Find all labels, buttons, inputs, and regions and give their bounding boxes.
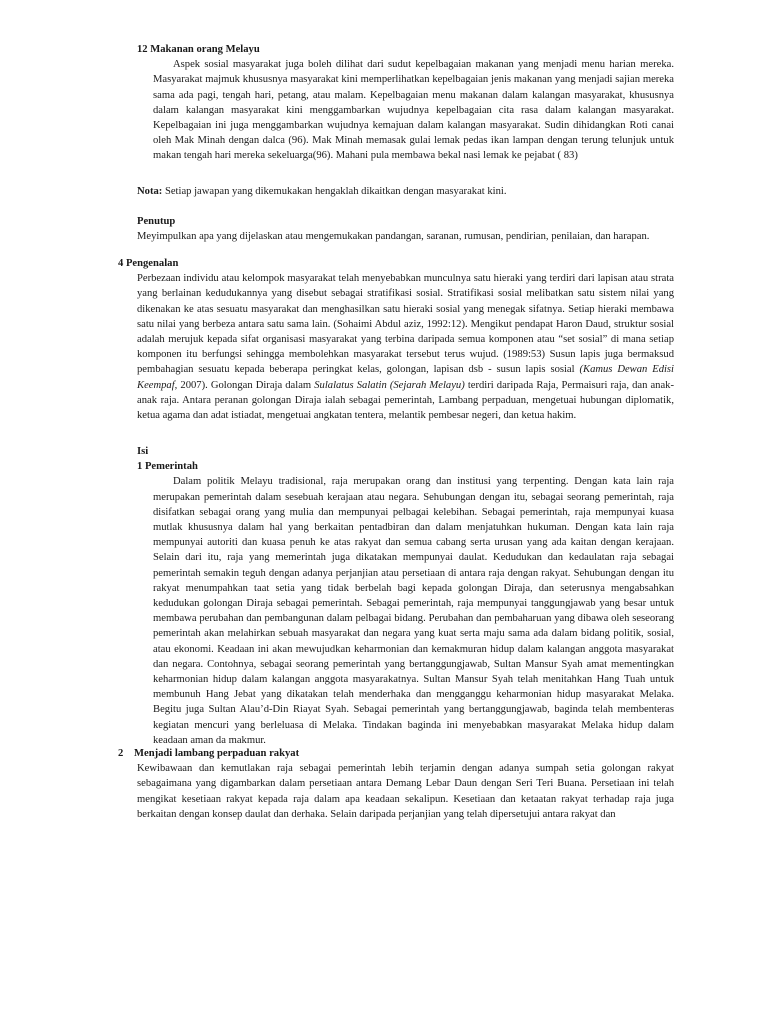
section-makanan [137,42,674,164]
pengenalan-text-c: terdiri daripada Raja, Permaisuri raja, dan anak-anak raja. Antara peranan golongan Diraja ialah sebagai pemerintah, Lambang perpaduan, mengetuai hubungan diplomatik, ketua agama dan adat istiadat, mengetuai angkatan tentera, melantik pembesar negeri, dan ketua hakim. [137,379,674,422]
pengenalan-block [118,256,674,423]
isi-heading: Isi [137,446,149,457]
nota-text: Setiap jawapan yang dikemukakan hengaklah dikaitkan dengan masyarakat kini. [162,186,507,197]
section-makanan-heading: 12 Makanan orang Melayu [137,44,260,55]
section-perpaduan [118,746,674,822]
pengenalan-text [118,271,674,423]
section-perpaduan-text: Kewibawaan dan kemutlakan raja sebagai pemerintah lebih terjamin dengan adanya sumpah setia golongan rakyat sebagaimana yang digambarkan dalam persetiaan antara Demang Lebar Daun dengan Seri Teri Buana. Persetiaan ini telah mengikat kesetiaan rakyat kepada raja dalam apa keadaan sekalipun. Kesetiaan dan ketaatan rakyat terhadap raja juga berkaitan dengan konsep daulat dan derhaka. Selain daripada perjanjian yang telah dipersetujui antara rakyat dan [137,763,674,820]
section-perpaduan-heading: Menjadi lambang perpaduan rakyat [134,748,300,759]
section-makanan-body: Aspek sosial masyarakat juga boleh dilihat dari sudut kepelbagaian makanan yang menjadi menu harian mereka. Masyarakat majmuk khususnya masyarakat kini memperlihatkan kepelbagaian jenis makanan yang menjadi sajian mereka sama ada pagi, tengah hari, petang, atau malam. Kepelbagaian menu makanan dalam kalangan masyarakat, khususnya dalam kalangan masyarakat kini menggambarkan wujudnya kepelbagaian cita rasa dalam kalangan masyarakat. Kepelbagaian ini juga menggambarkan wujudnya kemajuan dalam kalangan masyarakat. Sudin dihidangkan Roti canai oleh Mak Minah dengan dalca (96). Mak Minah memasak gulai lemak pedas ikan lampan dengan terung telunjuk untuk makan tengah hari mereka sekeluarga(96). Mahani pula membawa bekal nasi lemak ke pejabat ( 83) [153,59,674,162]
citation-kamus: (Kamus Dewan Edisi Keempaf, [137,364,674,391]
penutup-heading: Penutup [137,216,176,227]
penutup-text: Meyimpulkan apa yang dijelaskan atau mengemukakan pandangan, saranan, rumusan, pendirian, penilaian, dan harapan. [137,231,650,243]
pengenalan-text-a: Perbezaan individu atau kelompok masyarakat telah menyebabkan munculnya satu hieraki yang terdiri dari lapisan atau strata yang berlainan kedudukannya yang disebut sebagai stratifikasi sosial. Stratifikasi sosial melibatkan satu sistem nilai yang dikenakan ke atas sesuatu masyarakat dan menghasilkan satu hieraki sosial yang menegak sifatnya. Setiap hieraki membawa satu nilai yang berbeza antara satu sama lain. (Sohaimi Abdul aziz, 1992:12). Mengikut pendapat Haron Daud, struktur sosial adalah merujuk kepada sifat organisasi masyarakat yang terbina daripada semua komponen atau “set sosial” di mana setiap komponen itu berfungsi sehingga membolehkan masyarakat tersebut terus wujud. (1989:53) Susun lapis juga bermaksud pembahagian sesuatu kepada beberapa peringkat kelas, golongan, lapisan dsb - susun lapis sosial [137,273,674,376]
isi-block [137,444,674,748]
pengenalan-heading: 4 Pengenalan [118,258,179,269]
section-perpaduan-number: 2 [118,748,124,759]
penutup-block [137,214,674,244]
pemerintah-heading: 1 Pemerintah [137,461,198,473]
pemerintah-text: Dalam politik Melayu tradisional, raja merupakan orang dan institusi yang terpenting. Dengan kata lain raja merupakan pemerintah dalam sesebuah kerajaan atau negara. Sehubungan dengan itu, sebagai seorang pemerintah, raja disifatkan sebagai orang yang mulia dan mempunyai pelbagai kelebihan. Sebagai pemerintah, raja mempunyai kuasa mutlak khususnya dalam hal yang berkaitan pentadbiran dan dalam menjatuhkan hukuman. Dengan kata lain raja mempunyai autoriti dan kuasa penuh ke atas rakyat dan semua cabang serta urusan yang ada kaitan dengan kerajaan. Selain dari itu, raja yang memerintah juga dikatakan mempunyai daulat. Kedudukan dan kedaulatan raja sebagai pemerintah semakin teguh dengan adanya perjanjian atau persetiaan di antara raja dengan rakyat. Sehubungan dengan itu rakyat menumpahkan taat setia yang tidak berbelah bagi kepada golongan Diraja, dan seterusnya mengabsahkan kedudukan golongan Diraja sebagai pemerintah. Sebagai pemerintah, raja mempunyai tanggungjawab yang besar untuk membawa perubahan dan pembangunan dalam pelbagai bidang. Perubahan dan pembaharuan yang dibawa oleh seseorang pemerintah akan melahirkan sebuah masyarakat dan negara yang kuat serta maju sama ada dalam bidang politik, sosial, atau ekonomi. Keadaan ini akan mewujudkan keharmonian dan kemakmuran hidup dalam kalangan anggota masyarakat dan negara. Contohnya, sebagai seorang pemerintah yang bertanggungjawab, Sultan Mansur Syah amat mementingkan keharmonian hidup dalam kalangan anggota masyarakatnya. Sultan Mansur Syah telah menitahkan Hang Tuah untuk membunuh Hang Jebat yang dikatakan telah menderhaka dan mengganggu keharmonian hidup masyarakat Melaka. Begitu juga Sultan Alau’d-Din Riayat Syah. Sebagai pemerintah yang bertanggungjawab, baginda telah membenteras kegiatan mencuri yang berleluasa di Melaka. Tindakan baginda ini menyebabkan masyarakat Melaka hidup dalam keadaan aman da makmur. [153,476,674,746]
pengenalan-text-b: 2007). Golongan Diraja dalam [177,379,315,391]
citation-sulalatus: Sulalatus Salatin (Sejarah Melayu) [314,379,465,391]
nota-block [137,184,674,199]
nota-label: Nota: [137,186,163,197]
